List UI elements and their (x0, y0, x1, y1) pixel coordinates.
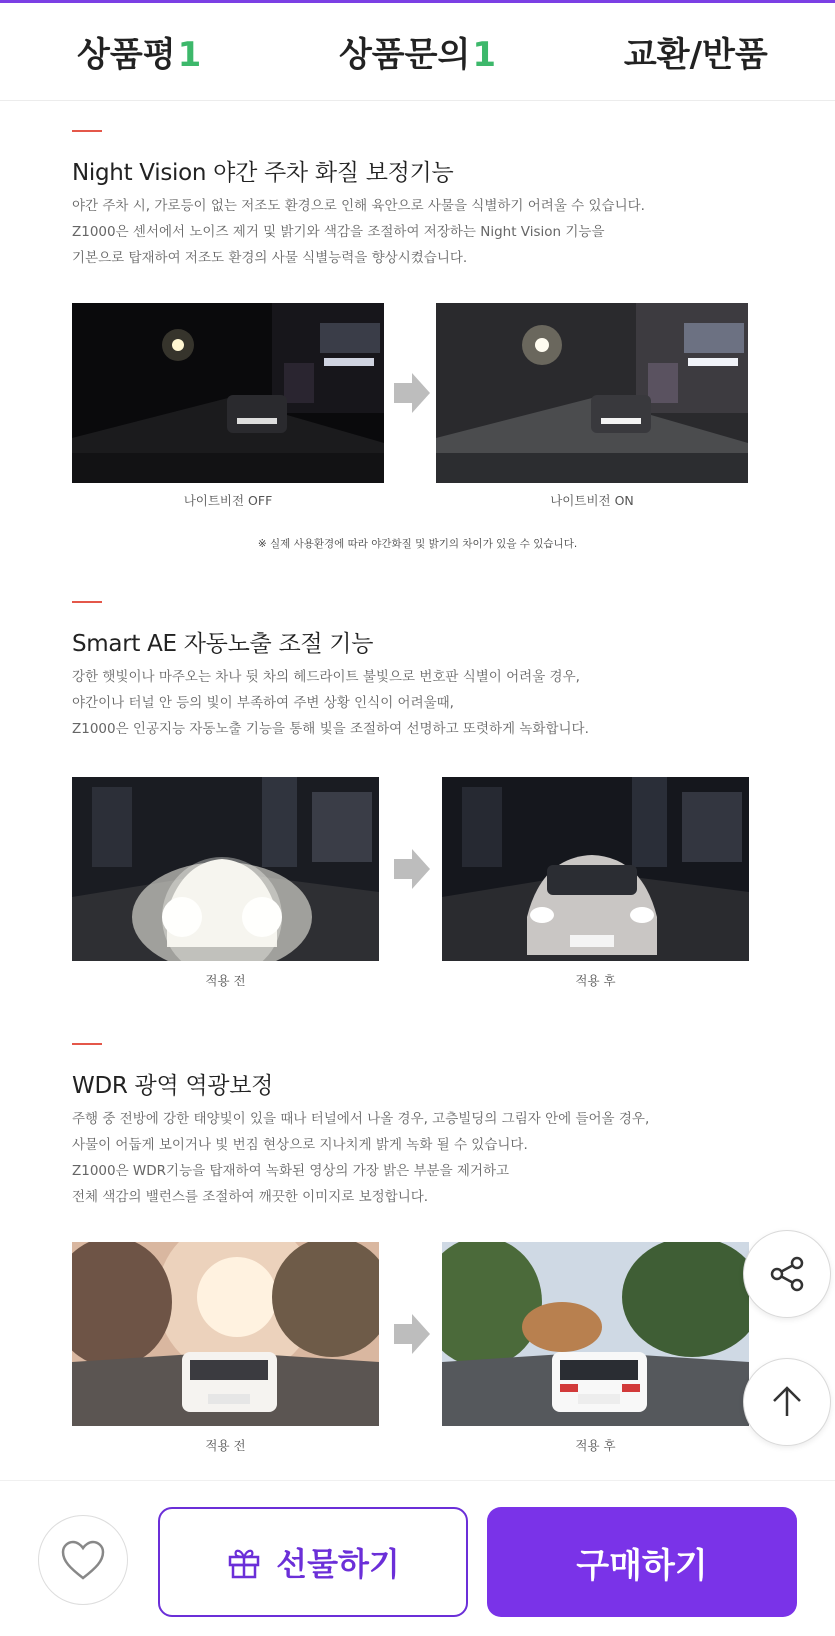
section-title: WDR 광역 역광보정 (72, 1073, 274, 1099)
section-accent-line (72, 130, 102, 132)
section-description (72, 1106, 772, 1210)
caption-smart-ae-after: 적용 후 (575, 973, 616, 988)
tab-count: 1 (177, 35, 202, 75)
description-line: 야간이나 터널 안 등의 빛이 부족하여 주변 상황 인식이 어려울때, (72, 695, 454, 711)
wdr-before-image (72, 1242, 379, 1426)
section-wdr (72, 1043, 772, 1210)
arrow-right-icon (394, 373, 430, 413)
arrow-up-icon (769, 1384, 805, 1420)
tab-label: 상품문의 (338, 35, 471, 75)
section-accent-line (72, 1043, 102, 1045)
bottom-action-bar (0, 1480, 835, 1636)
section-description (72, 193, 772, 271)
section-accent-line (72, 601, 102, 603)
caption-wdr-before: 적용 전 (205, 1438, 246, 1453)
caption-smart-ae-before: 적용 전 (205, 973, 246, 988)
section-description (72, 664, 772, 742)
arrow-right-icon (394, 849, 430, 889)
section-night-vision (72, 130, 772, 271)
night-vision-comparison (72, 303, 752, 508)
night-vision-off-image (72, 303, 384, 483)
gift-button-label: 선물하기 (276, 1545, 400, 1583)
tab-exchange-return[interactable] (557, 27, 835, 76)
tab-bar (0, 3, 835, 101)
description-line: 강한 햇빛이나 마주오는 차나 뒷 차의 헤드라이트 불빛으로 번호판 식별이 어려울 경우, (72, 669, 580, 685)
wdr-after-image (442, 1242, 749, 1426)
description-line: 전체 색감의 밸런스를 조절하여 깨끗한 이미지로 보정합니다. (72, 1189, 429, 1205)
share-icon (767, 1254, 807, 1294)
section-smart-ae (72, 601, 772, 742)
section-title: Smart AE 자동노출 조절 기능 (72, 631, 374, 657)
tab-count: 1 (472, 35, 497, 75)
scroll-top-button[interactable] (743, 1358, 831, 1446)
tab-label: 교환/반품 (623, 35, 768, 75)
description-line: 기본으로 탑재하여 저조도 환경의 사물 식별능력을 향상시켰습니다. (72, 250, 468, 266)
description-line: Z1000은 센서에서 노이즈 제거 및 밝기와 색감을 조절하여 저장하는 Night Vision 기능을 (72, 224, 605, 240)
section-title: Night Vision 야간 주차 화질 보정기능 (72, 160, 454, 186)
description-line: 야간 주차 시, 가로등이 없는 저조도 환경으로 인해 육안으로 사물을 식별하기 어려울 수 있습니다. (72, 198, 645, 214)
buy-button-label: 구매하기 (576, 1545, 708, 1586)
share-button[interactable] (743, 1230, 831, 1318)
wdr-comparison (72, 1242, 752, 1453)
tab-inquiries[interactable] (278, 27, 556, 76)
description-line: Z1000은 WDR기능을 탑재하여 녹화된 영상의 가장 밝은 부분을 제거하고 (72, 1163, 510, 1179)
description-line: 사물이 어둡게 보이거나 빛 번짐 현상으로 지나치게 밝게 녹화 될 수 있습니다. (72, 1137, 528, 1153)
description-line: 주행 중 전방에 강한 태양빛이 있을 때나 터널에서 나올 경우, 고층빌딩의 그림자 안에 들어올 경우, (72, 1111, 650, 1127)
gift-icon (226, 1544, 262, 1580)
caption-night-vision-off: 나이트비전 OFF (183, 493, 273, 508)
tab-label: 상품평 (77, 35, 176, 75)
smart-ae-before-image (72, 777, 379, 961)
arrow-right-icon (394, 1314, 430, 1354)
buy-button[interactable] (487, 1507, 797, 1617)
gift-button[interactable] (158, 1507, 468, 1617)
caption-night-vision-on: 나이트비전 ON (550, 493, 634, 508)
night-vision-on-image (436, 303, 748, 483)
smart-ae-comparison (72, 777, 752, 988)
caption-wdr-after: 적용 후 (575, 1438, 616, 1453)
disclaimer-note: ※ 실제 사용환경에 따라 야간화질 및 밝기의 차이가 있을 수 있습니다. (257, 538, 578, 550)
wishlist-button[interactable] (38, 1515, 128, 1605)
heart-icon (60, 1539, 106, 1581)
smart-ae-after-image (442, 777, 749, 961)
tab-reviews[interactable] (0, 27, 278, 76)
description-line: Z1000은 인공지능 자동노출 기능을 통해 빛을 조절하여 선명하고 또렷하게 녹화합니다. (72, 721, 589, 737)
